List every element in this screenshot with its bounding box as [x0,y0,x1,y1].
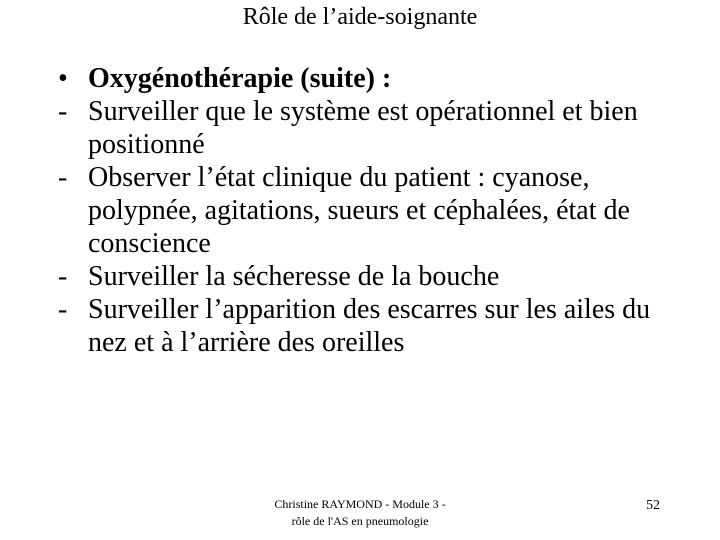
list-item-text: Surveiller que le système est opérationnel et bien positionné [88,96,638,160]
footer-line-subtitle: rôle de l'AS en pneumologie [291,514,429,528]
dash-marker: - [58,96,68,127]
dash-marker: - [58,294,68,325]
list-item [54,161,674,260]
footer-line-author: Christine RAYMOND - Module 3 - [274,497,446,511]
bullet-heading-text: Oxygénothérapie (suite) : [88,63,392,94]
footer-author [240,496,480,530]
dash-marker: - [58,261,68,292]
list-item [54,293,674,359]
page-number: 52 [646,498,660,513]
list-item [54,95,674,161]
list-item-text: Surveiller la sécheresse de la bouche [88,261,500,292]
bullet-marker: • [58,63,68,94]
list-item [54,260,674,293]
list-item-text: Surveiller l’apparition des escarres sur les ailes du nez et à l’arrière des oreilles [88,294,651,358]
slide-title: Rôle de l’aide-soignante [242,4,478,30]
list-item-text: Observer l’état clinique du patient : cyanose, polypnée, agitations, sueurs et céphalées, état de conscience [88,162,630,259]
bullet-heading [54,62,674,95]
bullet-list [54,62,674,359]
dash-marker: - [58,162,68,193]
